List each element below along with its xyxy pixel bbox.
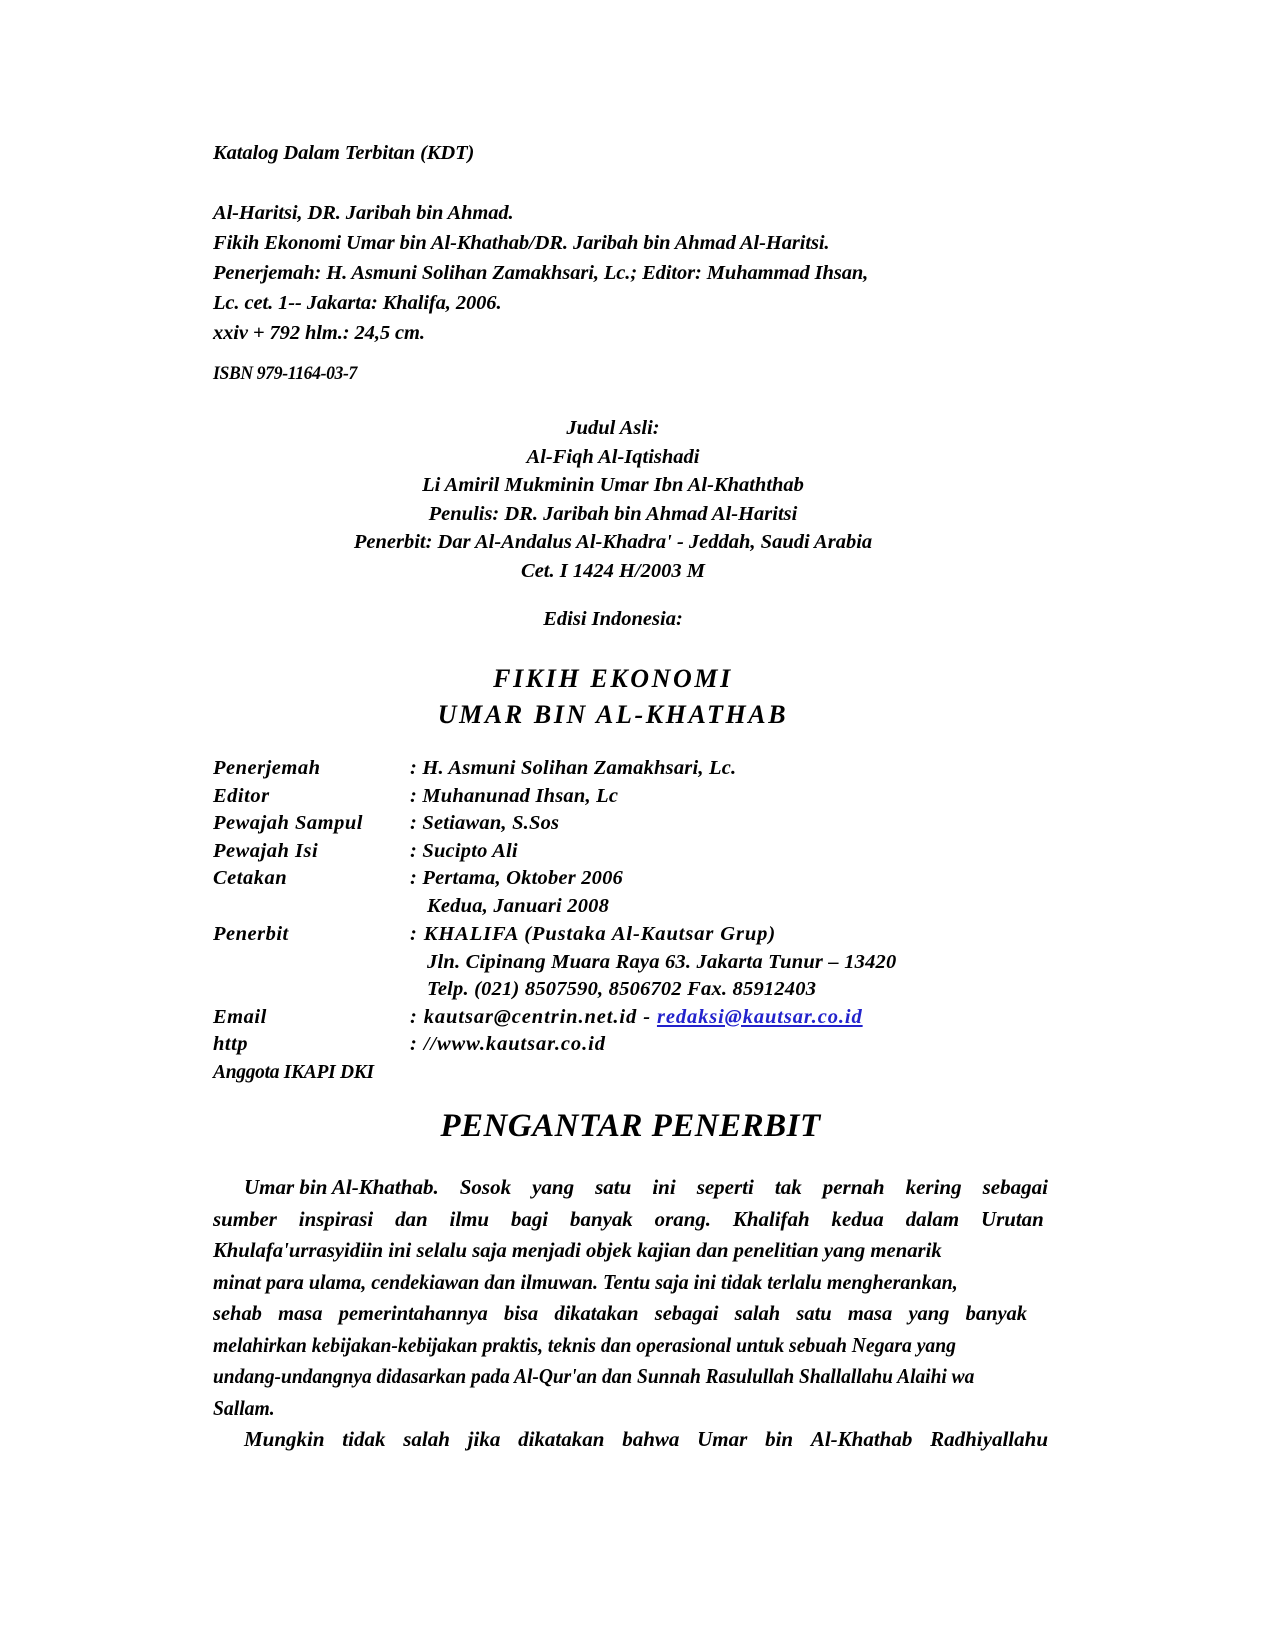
credits-table [213, 755, 1053, 1086]
credit-label: Cetakan [213, 867, 288, 889]
credit-value: : Sucipto Ali [410, 839, 518, 862]
kdt-entry-line: Al-Haritsi, DR. Jaribah bin Ahmad. [213, 202, 514, 224]
email-hyperlink[interactable]: redaksi@kautsar.co.id [656, 1005, 863, 1028]
credit-value: : Pertama, Oktober 2006 [410, 867, 623, 889]
credit-label: Pewajah Isi [213, 839, 319, 862]
original-author-line: Penulis: DR. Jaribah bin Ahmad Al-Haritsi [428, 502, 798, 525]
credit-row-penerbit [213, 921, 1053, 949]
credit-value: : H. Asmuni Solihan Zamakhsari, Lc. [410, 757, 737, 779]
credit-value-address: Jln. Cipinang Muara Raya 63. Jakarta Tunur – 13420 [427, 950, 897, 973]
credit-value: : Muhanunad Ihsan, Lc [410, 784, 619, 807]
kdt-entry-line: Fikih Ekonomi Umar bin Al-Khathab/DR. Jaribah bin Ahmad Al-Haritsi. [213, 232, 830, 254]
credit-label: Pewajah Sampul [213, 812, 363, 834]
original-title-line: Al-Fiqh Al-Iqtishadi [526, 445, 700, 468]
body-line: Khulafa'urrasyidiin ini selalu saja menjadi objek kajian dan penelitian yang menarik [213, 1238, 942, 1262]
body-line: minat para ulama, cendekiawan dan ilmuwan. Tentu saja ini tidak terlalu mengherankan, [213, 1269, 958, 1294]
book-title [213, 661, 1013, 733]
credit-row-cetakan-kedua [213, 893, 1053, 921]
credit-value: : Setiawan, S.Sos [410, 812, 560, 834]
foreword-heading: PENGANTAR PENERBIT [440, 1108, 821, 1144]
body-line: sumber inspirasi dan ilmu bagi banyak orang. Khalifah kedua dalam Urutan [213, 1206, 1044, 1231]
kdt-entry [213, 198, 1048, 348]
book-title-line-2: UMAR BIN AL-KHATHAB [437, 700, 789, 729]
email-plain-text: : kautsar@centrin.net.id - [410, 1005, 657, 1028]
credit-value-website: : //www.kautsar.co.id [410, 1033, 606, 1055]
isbn-number: ISBN 979-1164-03-7 [213, 363, 358, 384]
kdt-heading: Katalog Dalam Terbitan (KDT) [213, 142, 475, 164]
original-edition-block [213, 414, 1013, 585]
credit-row-phone [213, 976, 1053, 1004]
kdt-entry-line: Lc. cet. 1-- Jakarta: Khalifa, 2006. [213, 292, 502, 314]
credit-row-http [213, 1031, 1053, 1059]
credit-row-membership [213, 1059, 1053, 1087]
body-line: undang-undangnya didasarkan pada Al-Qur'an dan Sunnah Rasulullah Shallallahu Alaihi wa [213, 1364, 975, 1388]
original-publisher-line: Penerbit: Dar Al-Andalus Al-Khadra' - Jeddah, Saudi Arabia [353, 531, 873, 553]
credit-label: http [213, 1033, 249, 1055]
original-title-label: Judul Asli: [566, 417, 660, 439]
catalog-in-publication-block [213, 138, 1048, 348]
credit-row-address [213, 949, 1053, 977]
book-title-line-1: FIKIH EKONOMI [493, 664, 733, 693]
credit-row-cetakan [213, 865, 1053, 893]
credit-row-penerjemah [213, 755, 1053, 783]
credit-row-email [213, 1004, 1053, 1032]
body-line: melahirkan kebijakan-kebijakan praktis, teknis dan operasional untuk sebuah Negara yang [213, 1332, 956, 1357]
credit-value-email [410, 1004, 863, 1032]
kdt-entry-line: Penerjemah: H. Asmuni Solihan Zamakhsari, Lc.; Editor: Muhammad Ihsan, [213, 262, 869, 284]
credit-value: Kedua, Januari 2008 [427, 894, 610, 917]
membership-text: Anggota IKAPI DKI [213, 1060, 374, 1083]
credit-row-pewajah-sampul [213, 810, 1053, 838]
body-line: sehab masa pemerintahannya bisa dikatakan sebagai salah satu masa yang banyak [213, 1301, 1028, 1325]
original-title-line: Li Amiril Mukminin Umar Ibn Al-Khaththab [422, 474, 804, 496]
body-line: Sallam. [213, 1395, 275, 1420]
credit-label: Penerbit [213, 923, 289, 945]
body-line: Umar bin Al-Khathab. Sosok yang satu ini seperti tak pernah kering sebagai [244, 1175, 1048, 1199]
original-printing-line: Cet. I 1424 H/2003 M [521, 559, 705, 582]
credit-value-phone: Telp. (021) 8507590, 8506702 Fax. 85912403 [427, 978, 817, 1000]
credit-row-pewajah-isi [213, 838, 1053, 866]
credit-row-editor [213, 783, 1053, 811]
foreword-body [213, 1172, 1048, 1456]
credit-label: Email [213, 1005, 267, 1028]
credit-label: Editor [213, 784, 270, 807]
indonesian-edition-label: Edisi Indonesia: [543, 608, 683, 630]
credit-value: : KHALIFA (Pustaka Al-Kautsar Grup) [410, 923, 777, 945]
kdt-entry-line: xxiv + 792 hlm.: 24,5 cm. [213, 322, 425, 344]
credit-label: Penerjemah [213, 757, 321, 779]
body-line: Mungkin tidak salah jika dikatakan bahwa Umar bin Al-Khathab Radhiyallahu [244, 1427, 1048, 1451]
